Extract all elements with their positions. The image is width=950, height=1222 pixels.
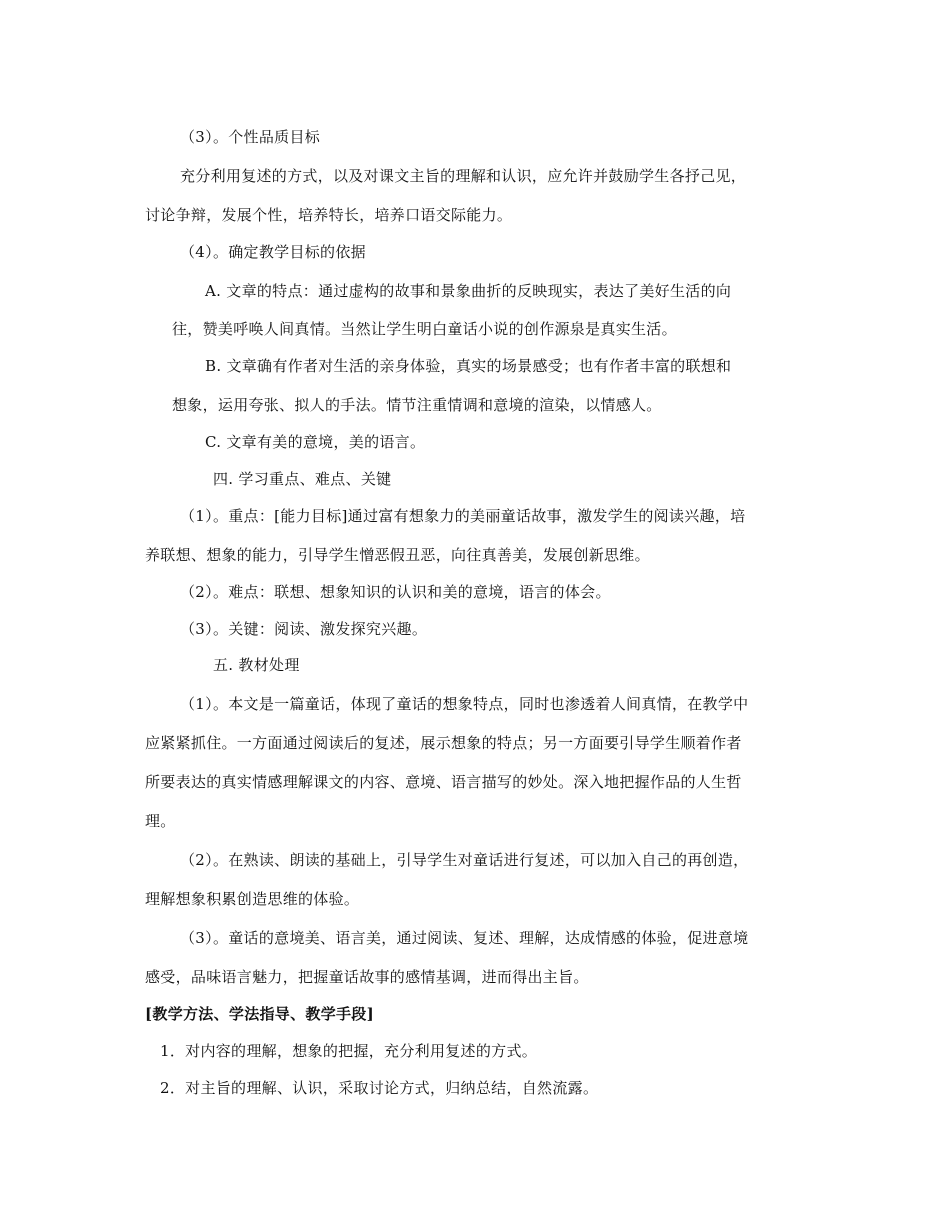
list-item: 1．对内容的理解，想象的把握，充分利用复述的方式。 <box>160 1042 538 1060</box>
paragraph-line: 所要表达的真实情感理解课文的内容、意境、语言描写的妙处。深入地把握作品的人生哲 <box>145 773 742 791</box>
section-heading: 五. 教材处理 <box>213 656 300 674</box>
paragraph-line: （1）。本文是一篇童话，体现了童话的想象特点，同时也渗透着人间真情，在教学中 <box>180 695 749 713</box>
section-heading: 四. 学习重点、难点、关键 <box>213 470 392 488</box>
list-item: C. 文章有美的意境，美的语言。 <box>205 433 426 451</box>
section-heading: （4）。确定教学目标的依据 <box>180 243 366 261</box>
paragraph-line: 想象，运用夸张、拟人的手法。情节注重情调和意境的渲染，以情感人。 <box>172 396 662 414</box>
paragraph-line: （2）。难点：联想、想象知识的认识和美的意境，语言的体会。 <box>180 583 611 601</box>
paragraph-line: （3）。关键：阅读、激发探究兴趣。 <box>180 620 428 638</box>
paragraph-line: 应紧紧抓住。一方面通过阅读后的复述，展示想象的特点；另一方面要引导学生顺着作者 <box>145 734 742 752</box>
paragraph-line: （3）。童话的意境美、语言美，通过阅读、复述、理解，达成情感的体验，促进意境 <box>180 929 749 947</box>
paragraph-line: 理解想象积累创造思维的体验。 <box>145 890 360 908</box>
section-heading: （3）。个性品质目标 <box>180 128 321 146</box>
paragraph-line: （2）。在熟读、朗读的基础上，引导学生对童话进行复述，可以加入自己的再创造， <box>180 851 749 869</box>
paragraph-line: （1）。重点：[能力目标]通过富有想象力的美丽童话故事，激发学生的阅读兴趣，培 <box>180 507 746 525</box>
paragraph-line: 充分利用复述的方式，以及对课文主旨的理解和认识，应允许并鼓励学生各抒己见， <box>180 167 747 185</box>
list-item: 2．对主旨的理解、认识，采取讨论方式，归纳总结，自然流露。 <box>160 1079 599 1097</box>
section-heading: [教学方法、学法指导、教学手段] <box>145 1005 374 1023</box>
paragraph-line: 讨论争辩，发展个性，培养特长，培养口语交际能力。 <box>145 206 513 224</box>
list-item: B. 文章确有作者对生活的亲身体验，真实的场景感受；也有作者丰富的联想和 <box>205 357 732 375</box>
list-item: A. 文章的特点：通过虚构的故事和景象曲折的反映现实，表达了美好生活的向 <box>205 282 732 300</box>
paragraph-line: 理。 <box>145 812 176 830</box>
paragraph-line: 养联想、想象的能力，引导学生憎恶假丑恶，向往真善美，发展创新思维。 <box>145 546 650 564</box>
paragraph-line: 感受，品味语言魅力，把握童话故事的感情基调，进而得出主旨。 <box>145 968 589 986</box>
paragraph-line: 往，赞美呼唤人间真情。当然让学生明白童话小说的创作源泉是真实生活。 <box>172 320 677 338</box>
